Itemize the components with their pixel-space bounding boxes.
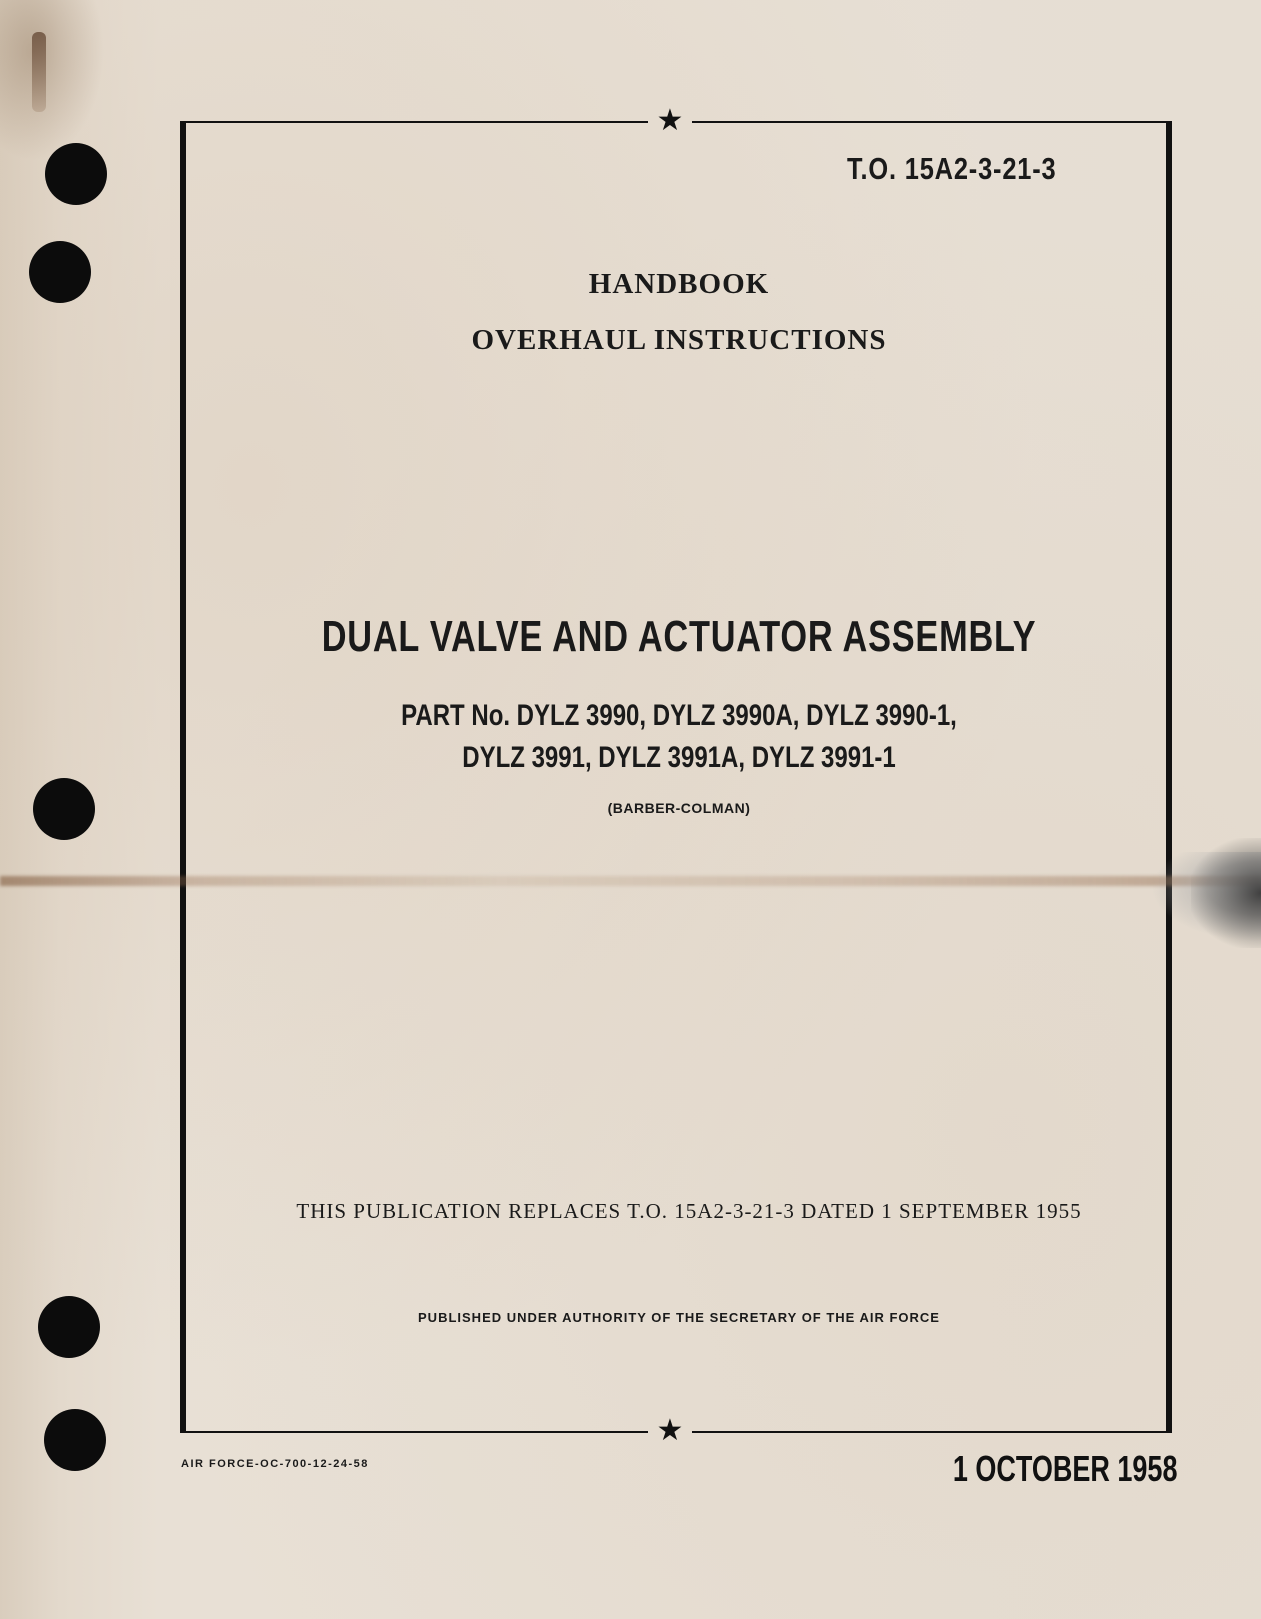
corner-stain bbox=[0, 0, 110, 170]
replaces-note: THIS PUBLICATION REPLACES T.O. 15A2-3-21-3 DATED 1 SEPTEMBER 1955 bbox=[296, 1199, 1082, 1223]
bottom-star-icon: ★ bbox=[656, 1413, 684, 1448]
manufacturer: (BARBER-COLMAN) bbox=[607, 800, 751, 816]
top-star-icon: ★ bbox=[656, 103, 684, 138]
subtitle: OVERHAUL INSTRUCTIONS bbox=[471, 324, 887, 356]
punch-hole-2 bbox=[29, 241, 91, 303]
punch-hole-4 bbox=[38, 1296, 100, 1358]
punch-hole-3 bbox=[33, 778, 95, 840]
bottom-rule-left bbox=[180, 1431, 648, 1433]
torn-edge-shadow bbox=[1191, 838, 1261, 948]
document-title: DUAL VALVE AND ACTUATOR ASSEMBLY bbox=[321, 612, 1037, 661]
authority-note: PUBLISHED UNDER AUTHORITY OF THE SECRETARY OF THE AIR FORCE bbox=[418, 1310, 940, 1325]
punch-hole-5 bbox=[44, 1409, 106, 1471]
printer-code: AIR FORCE-OC-700-12-24-58 bbox=[181, 1458, 369, 1470]
punch-hole-1 bbox=[45, 143, 107, 205]
handbook-label: HANDBOOK bbox=[588, 268, 770, 300]
issue-date: 1 OCTOBER 1958 bbox=[952, 1448, 1177, 1489]
page-border bbox=[180, 121, 1172, 1431]
rust-mark bbox=[32, 32, 46, 112]
part-numbers-line-2: DYLZ 3991, DYLZ 3991A, DYLZ 3991-1 bbox=[462, 741, 896, 774]
technical-order-number: T.O. 15A2-3-21-3 bbox=[846, 151, 1056, 186]
top-rule-right bbox=[692, 121, 1172, 123]
fold-crease bbox=[0, 876, 1261, 886]
bottom-rule-right bbox=[692, 1431, 1172, 1433]
top-rule-left bbox=[180, 121, 648, 123]
part-numbers-line-1: PART No. DYLZ 3990, DYLZ 3990A, DYLZ 3990-1, bbox=[401, 699, 957, 732]
